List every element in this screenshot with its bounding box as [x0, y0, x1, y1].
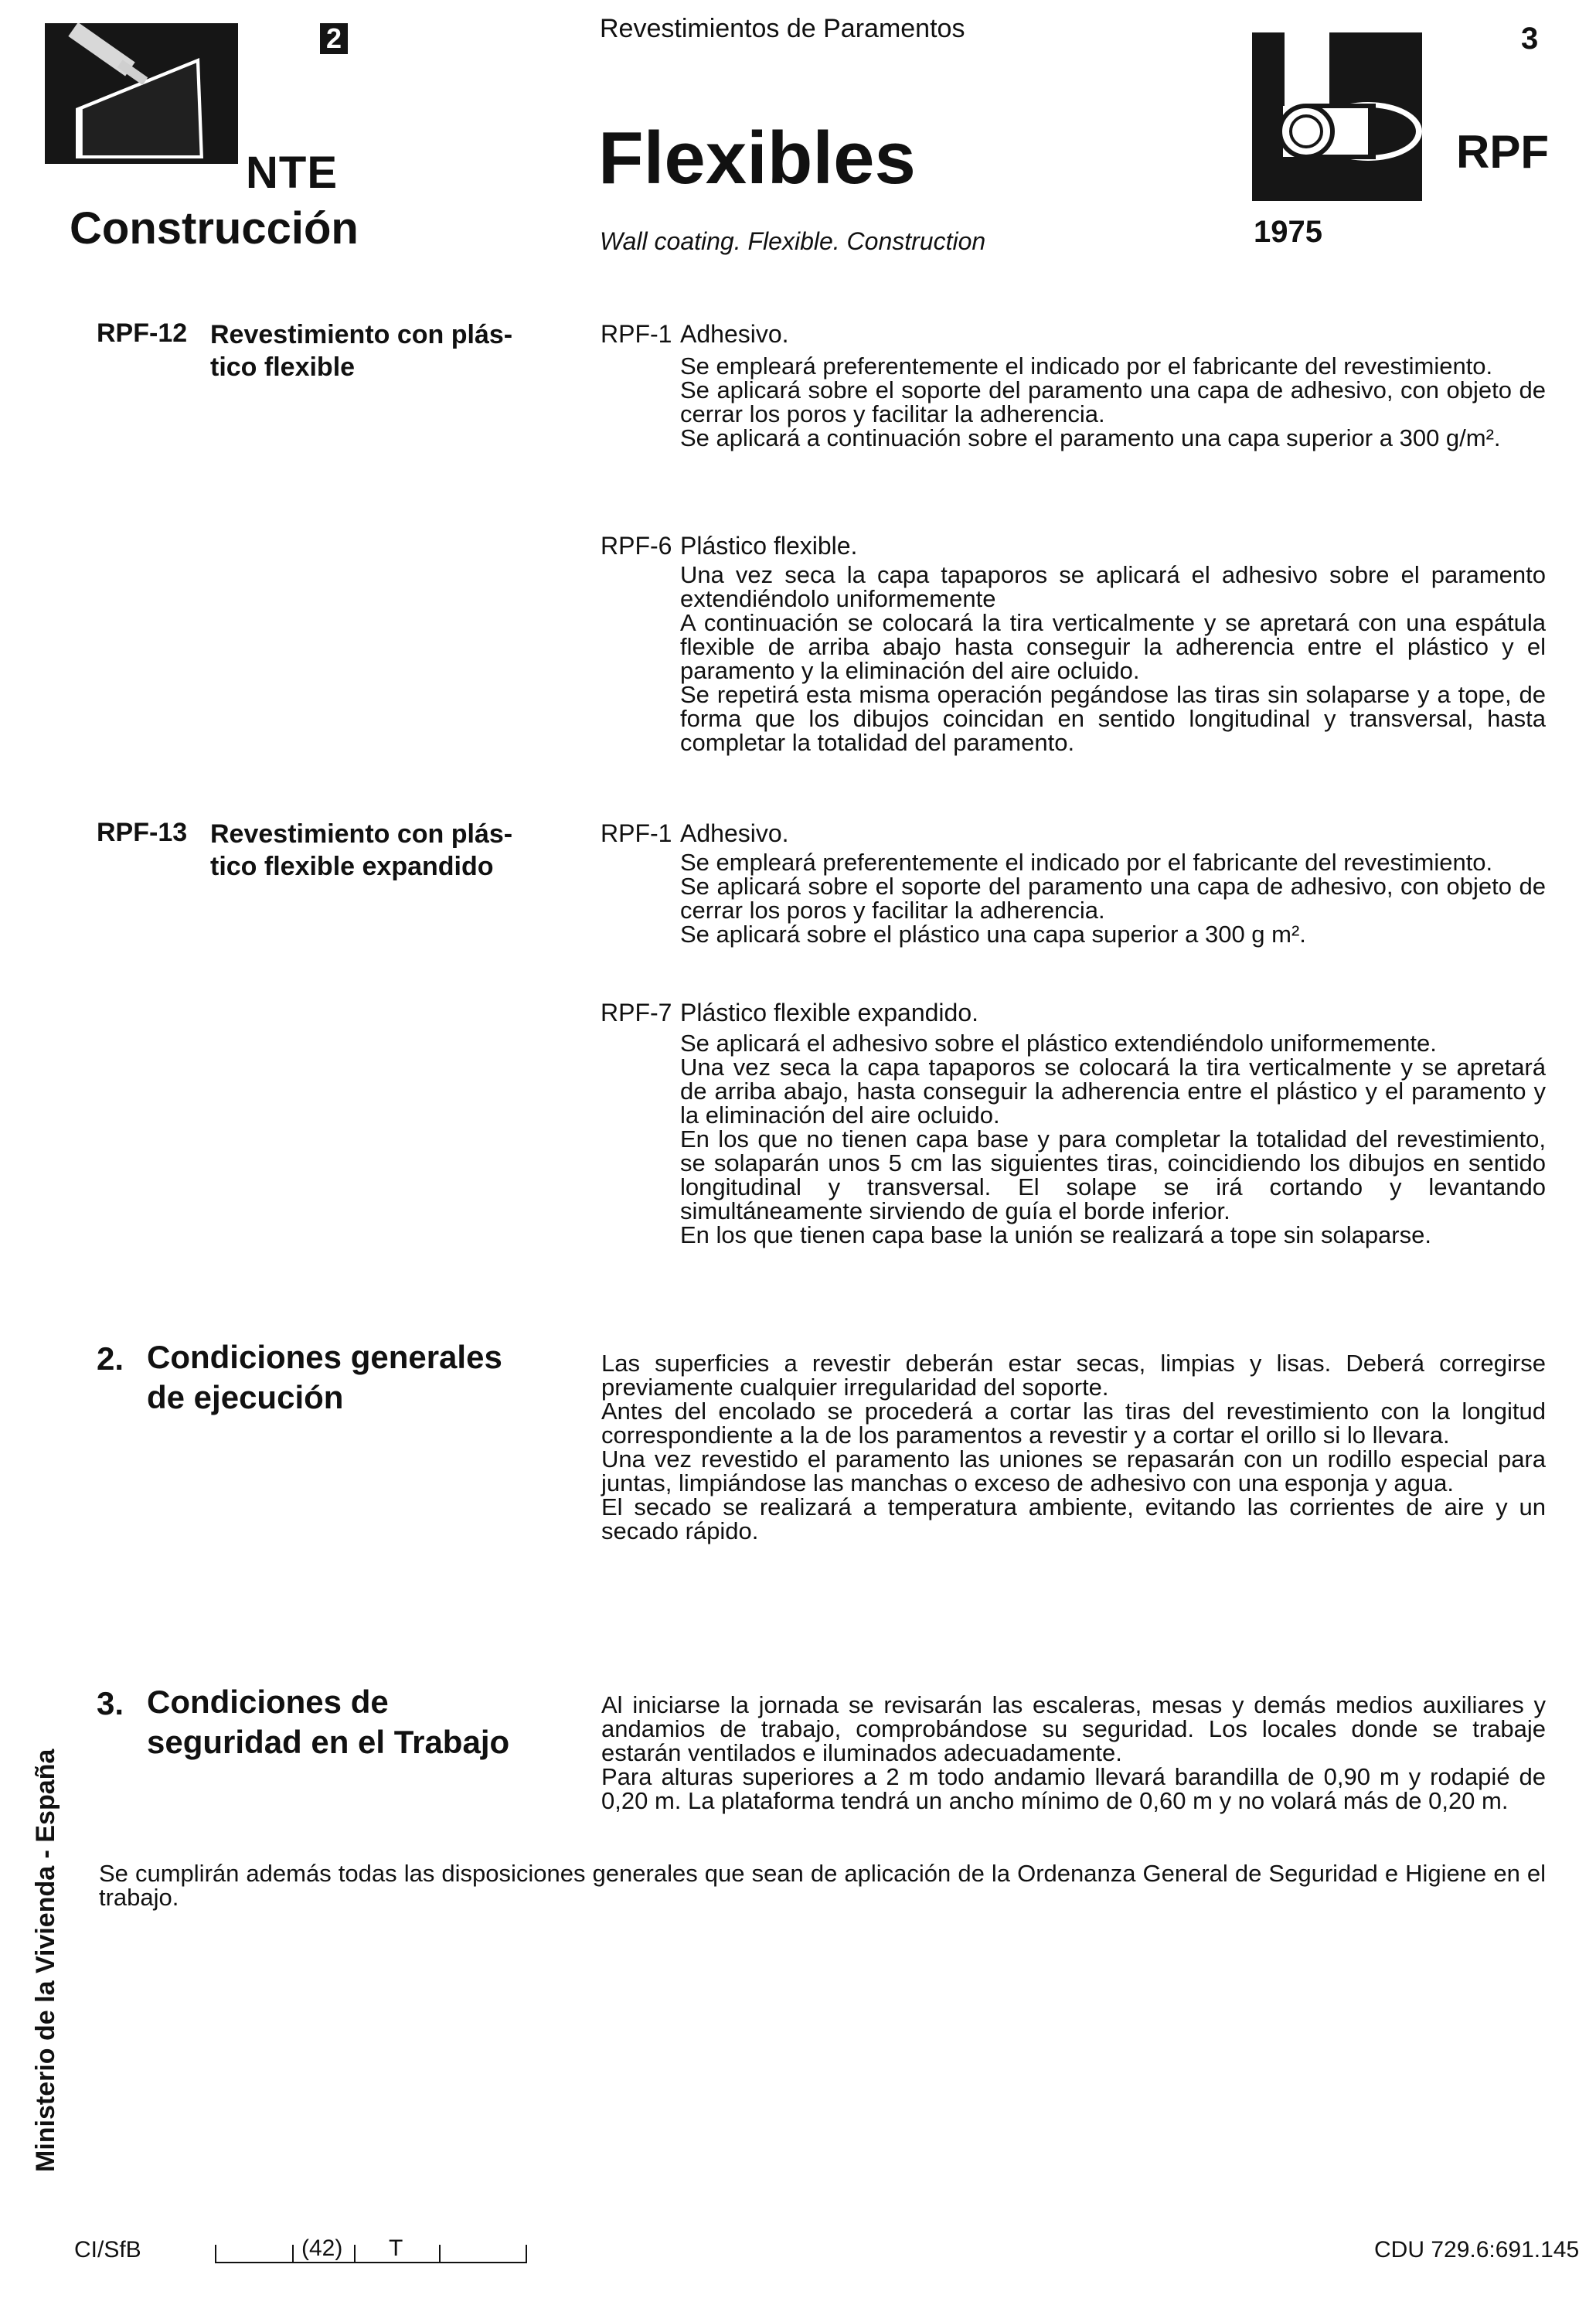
cisfb-code: T [389, 2235, 403, 2261]
document-code: RPF [1456, 126, 1549, 178]
general-conditions-heading [147, 1337, 549, 1418]
item-code: RPF-7 [601, 999, 672, 1027]
cisfb-classification-box [215, 2235, 547, 2263]
nte-label: NTE [246, 148, 338, 198]
item-text: Una vez seca la capa tapaporos se aplicará el adhesivo sobre el paramento extendiéndolo uniformemente A continuación se colocará la tira verticalmente y se apretará con una espátula flexible de arriba abajo hasta conseguir la adherencia entre el plástico y el paramento y la eliminación del aire ocluido. Se repetirá esta misma operación pegándose las tiras sin solaparse y a tope, de forma que los dibujos coincidan en sentido longitudinal y transversal, hasta completar la totalidad del paramento. [680, 561, 1546, 756]
item-text: Se empleará preferentemente el indicado por el fabricante del revestimiento. Se aplicará sobre el soporte del paramento una capa de adhesivo, con objeto de cerrar los poros y facilitar la adherencia. Se aplicará sobre el plástico una capa superior a 300 g m². [680, 849, 1546, 948]
heading-line: Condiciones generales [147, 1339, 502, 1375]
heading-number: 3. [97, 1685, 124, 1721]
page-title: Flexibles [598, 117, 916, 199]
heading-number: 2. [97, 1340, 124, 1377]
item-title: Adhesivo. [680, 819, 789, 847]
section-title [210, 318, 573, 383]
section-title [210, 818, 573, 883]
item-code: RPF-6 [601, 532, 672, 560]
item-code: RPF-1 [601, 320, 672, 348]
series-title: Revestimientos de Paramentos [600, 14, 965, 43]
cdu-code: CDU 729.6:691.145 [1374, 2237, 1580, 2263]
general-conditions-text: Las superficies a revestir deberán estar secas, limpias y lisas. Deberá corregirse previamente cualquier irregularidad del soporte. Antes del encolado se procederá a cortar las tiras del revestimiento con la longitud correspondiente a la de los paramentos a revestir y a cortar el orillo si lo llevara. Una vez revestido el paramento las uniones se repasarán con un rodillo especial para juntas, limpiándose las manchas o exceso de adhesivo con una esponja y agua. El secado se realizará a temperatura ambiente, evitando las corrientes de aire y un secado rápido. [601, 1350, 1546, 1544]
heading-line: de ejecución [147, 1379, 344, 1415]
safety-note: Se cumplirán además todas las disposiciones generales que sean de aplicación de la Ordenanza General de Seguridad e Higiene en el trabajo. [99, 1860, 1546, 1911]
item-title: Plástico flexible expandido. [680, 999, 979, 1027]
safety-conditions-text: Al iniciarse la jornada se revisarán las escaleras, mesas y demás medios auxiliares y andamios de trabajo, comprobándose su seguridad. Los locales donde se trabaje estarán ventilados e iluminados adecuadamente. Para alturas superiores a 2 m todo andamio llevará barandilla de 0,90 m y rodapié de 0,20 m. La plataforma tendrá un ancho mínimo de 0,60 m y no volará más de 0,20 m. [601, 1691, 1546, 1814]
item-code: RPF-1 [601, 819, 672, 847]
safety-conditions-heading [147, 1682, 549, 1762]
section-title-line: tico flexible expandido [210, 852, 494, 881]
section-badge: 2 [320, 23, 348, 54]
construccion-label: Construcción [70, 203, 359, 254]
item-text: Se aplicará el adhesivo sobre el plástico extendiéndolo uniformemente. Una vez seca la capa tapaporos se colocará la tira verticalmente y se apretará de arriba abajo, hasta conseguir la adherencia entre el plástico y el paramento y la eliminación del aire ocluido. En los que no tienen capa base y para completar la totalidad del revestimiento, se solaparán unos 5 cm las siguientes tiras, coincidiendo los dibujos en sentido longitudinal y transversal. El solape se irá cortando y levantando simultáneamente sirviendo de guía el borde inferior. En los que tienen capa base la unión se realizará a tope sin solaparse. [680, 1030, 1546, 1248]
cisfb-label: CI/SfB [74, 2237, 141, 2263]
publication-year: 1975 [1254, 215, 1322, 249]
trowel-icon [45, 23, 238, 164]
section-code: RPF-12 [97, 318, 188, 348]
cisfb-code: (42) [301, 2235, 343, 2261]
section-title-line: tico flexible [210, 352, 356, 382]
section-title-line: Revestimiento con plás- [210, 819, 513, 849]
section-title-line: Revestimiento con plás- [210, 320, 513, 349]
trowel-logo [45, 23, 238, 164]
section-code: RPF-13 [97, 818, 188, 847]
heading-line: seguridad en el Trabajo [147, 1724, 510, 1760]
heading-line: Condiciones de [147, 1684, 389, 1720]
item-title: Plástico flexible. [680, 532, 858, 560]
ministry-label: Ministerio de la Vivienda - España [31, 1748, 60, 2172]
cisfb-cell [215, 2245, 294, 2263]
item-title: Adhesivo. [680, 320, 789, 348]
roll-icon [1252, 32, 1422, 201]
cisfb-cell [439, 2245, 527, 2263]
item-text: Se empleará preferentemente el indicado por el fabricante del revestimiento. Se aplicará sobre el soporte del paramento una capa de adhesivo, con objeto de cerrar los poros y facilitar la adherencia. Se aplicará a continuación sobre el paramento una capa superior a 300 g/m². [680, 352, 1546, 451]
page-subtitle: Wall coating. Flexible. Construction [600, 227, 986, 255]
sheet-number: 3 [1521, 22, 1539, 56]
